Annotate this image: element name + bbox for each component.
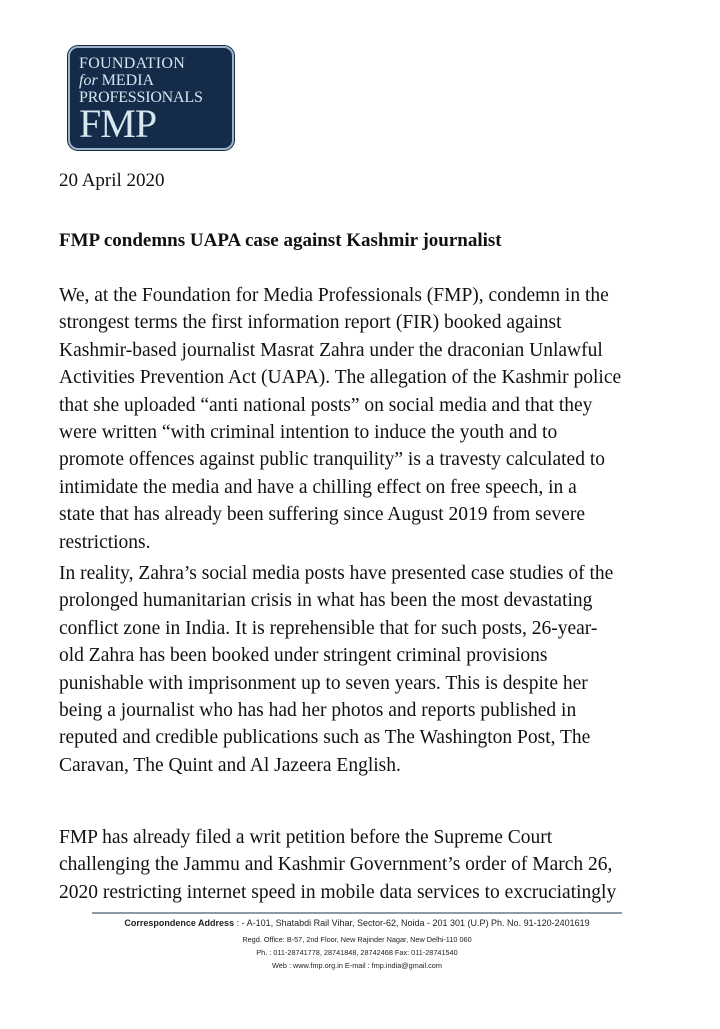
- paragraph-2: [59, 560, 669, 779]
- registered-office: Regd. Office: B-57, 2nd Floor, New Rajinder Nagar, New Delhi-110 060: [242, 935, 472, 944]
- paragraph-3: [59, 824, 669, 906]
- paragraph-line: promote offences against public tranquility” is a travesty calculated to: [59, 449, 605, 471]
- paragraph-line: Activities Prevention Act (UAPA). The allegation of the Kashmir police: [59, 367, 622, 389]
- paragraph-line: old Zahra has been booked under stringent criminal provisions: [59, 645, 548, 667]
- paragraph-line: Caravan, The Quint and Al Jazeera English.: [59, 754, 401, 776]
- paragraph-line: that she uploaded “anti national posts” on social media and that they: [59, 394, 593, 416]
- logo-acronym: FMP: [79, 101, 157, 146]
- paragraph-line: state that has already been suffering since August 2019 from severe: [59, 504, 585, 526]
- logo-line-professionals: PROFESSIONALS: [79, 89, 203, 106]
- logo-line-foundation: FOUNDATION: [79, 55, 186, 72]
- paragraph-line: Kashmir-based journalist Masrat Zahra under the draconian Unlawful: [59, 339, 603, 361]
- document-date: 20 April 2020: [59, 170, 165, 191]
- logo-word-media: MEDIA: [97, 72, 155, 89]
- paragraph-line: being a journalist who has had her photos and reports published in: [59, 700, 577, 722]
- correspondence-value: : - A-101, Shatabdi Rail Vihar, Sector-62, Noida - 201 301 (U.P) Ph. No. 91-120-2401619: [234, 918, 590, 928]
- letterhead-footer: [92, 918, 622, 972]
- paragraph-1: [59, 282, 669, 556]
- paragraph-line: In reality, Zahra’s social media posts have presented case studies of the: [59, 563, 614, 584]
- document-headline: FMP condemns UAPA case against Kashmir journalist: [59, 230, 502, 251]
- logo-line-for-media: [79, 73, 224, 89]
- paragraph-line: intimidate the media and have a chilling effect on free speech, in a: [59, 476, 577, 498]
- paragraph-line: reputed and credible publications such as The Washington Post, The: [59, 727, 591, 749]
- paragraph-line: challenging the Jammu and Kashmir Government’s order of March 26,: [59, 854, 613, 876]
- correspondence-address: [92, 918, 622, 928]
- web-email: Web : www.fmp.org.in E-mail : fmp.india@gmail.com: [272, 960, 442, 970]
- paragraph-line: 2020 restricting internet speed in mobile data services to excruciatingly: [59, 881, 617, 903]
- paragraph-line: restrictions.: [59, 531, 151, 553]
- paragraph-line: We, at the Foundation for Media Professionals (FMP), condemn in the: [59, 285, 609, 306]
- paragraph-line: were written “with criminal intention to induce the youth and to: [59, 422, 558, 444]
- footer-divider: [92, 912, 622, 914]
- paragraph-line: conflict zone in India. It is reprehensible that for such posts, 26-year-: [59, 617, 598, 639]
- paragraph-line: strongest terms the first information report (FIR) booked against: [59, 312, 562, 334]
- phone-fax: Ph. : 011-28741778, 28741848, 28742468 Fax: 011-28741540: [256, 947, 458, 957]
- paragraph-line: prolonged humanitarian crisis in what has been the most devastating: [59, 590, 593, 612]
- paragraph-line: punishable with imprisonment up to seven years. This is despite her: [59, 672, 588, 694]
- paragraph-line: FMP has already filed a writ petition before the Supreme Court: [59, 827, 553, 848]
- logo-word-for: for: [79, 72, 98, 89]
- fmp-logo: [68, 46, 234, 150]
- correspondence-label: Correspondence Address: [124, 918, 235, 928]
